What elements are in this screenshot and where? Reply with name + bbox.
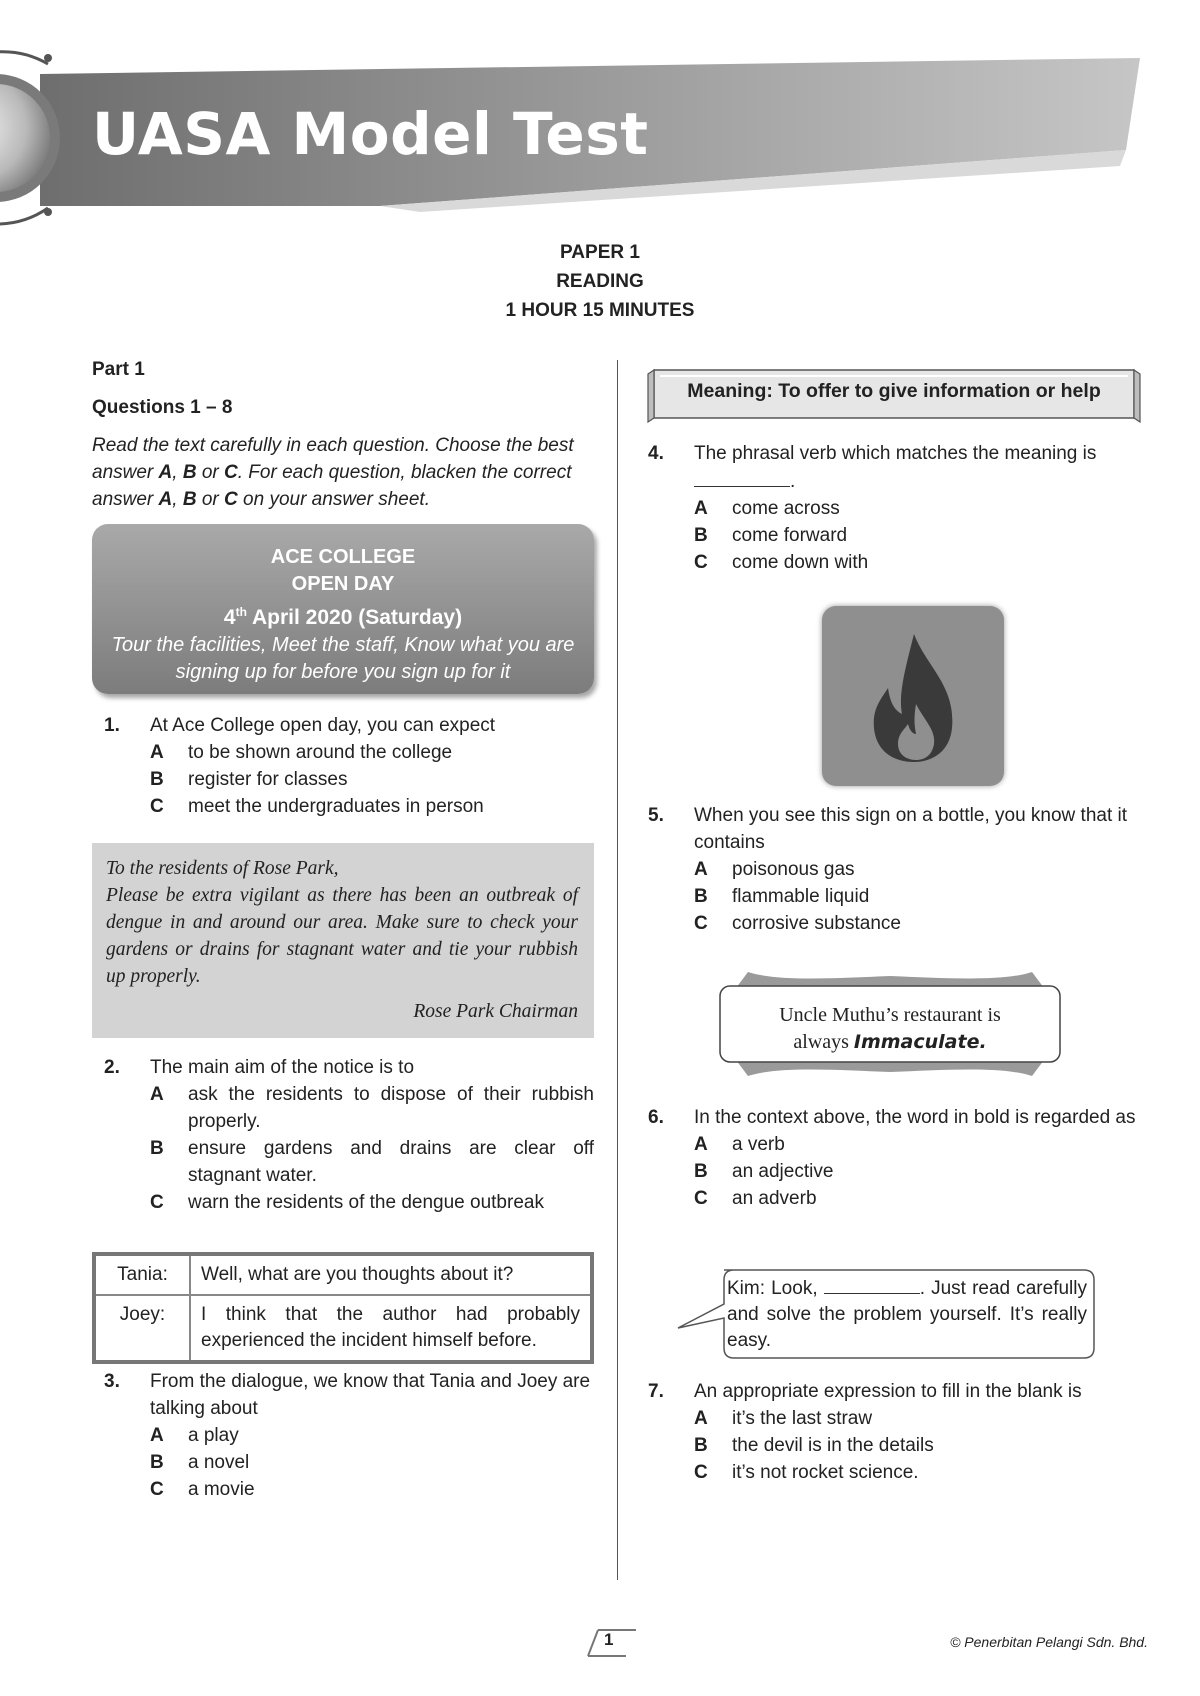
- question-number: 7.: [648, 1381, 664, 1402]
- dialogue-row: [94, 1254, 592, 1295]
- option-a[interactable]: A poisonous gas: [694, 859, 855, 880]
- instructions: Read the text carefully in each question. Choose the best answer A, B or C. For each question, blacken the correct answer A, B or C on your answer sheet.: [92, 435, 574, 510]
- question-7: [648, 1378, 1142, 1486]
- question-number: 1.: [104, 715, 120, 736]
- question-stem: From the dialogue, we know that Tania and Joey are talking about: [150, 1371, 591, 1419]
- option-a[interactable]: A it’s the last straw: [694, 1408, 873, 1429]
- option-b[interactable]: B the devil is in the details: [694, 1435, 934, 1456]
- page-number: 1: [604, 1630, 614, 1649]
- page-title: UASA Model Test: [92, 100, 649, 168]
- question-6: [648, 1104, 1142, 1212]
- part-label: Part 1: [92, 359, 145, 380]
- meaning-box: [646, 368, 1142, 420]
- paper-subject: READING: [556, 271, 644, 292]
- option-c[interactable]: C corrosive substance: [694, 913, 901, 934]
- question-stem: At Ace College open day, you can expect: [150, 715, 496, 736]
- column-divider: [617, 360, 618, 1580]
- dialogue-row: [94, 1295, 592, 1362]
- option-a[interactable]: A come across: [694, 498, 840, 519]
- card-date: 4th April 2020 (Saturday): [223, 605, 463, 629]
- option-c[interactable]: C it’s not rocket science.: [694, 1462, 919, 1483]
- notice-greeting: To the residents of Rose Park,: [106, 858, 339, 879]
- sign-text: Uncle Muthu’s restaurant is always Immaculate.: [779, 1004, 1001, 1053]
- option-a[interactable]: A a verb: [694, 1134, 785, 1155]
- option-c[interactable]: C warn the residents of the dengue outbreak: [150, 1192, 544, 1213]
- speech-bubble-text: Kim: Look, . Just read carefully and solve the problem yourself. It’s really easy.: [727, 1278, 1087, 1351]
- option-c[interactable]: C come down with: [694, 552, 869, 573]
- option-a[interactable]: A to be shown around the college: [150, 742, 453, 763]
- question-3: [104, 1368, 594, 1503]
- question-stem: The phrasal verb which matches the meaning is .: [694, 443, 1097, 492]
- header-banner: [0, 0, 1200, 240]
- question-number: 3.: [104, 1371, 120, 1392]
- dialogue-line: Well, what are you thoughts about it?: [190, 1254, 592, 1295]
- rose-park-notice: [92, 843, 594, 1038]
- option-c[interactable]: C an adverb: [694, 1188, 817, 1209]
- option-a[interactable]: A ask the residents to dispose of their rubbish properly.: [150, 1084, 594, 1132]
- card-event-name: OPEN DAY: [291, 573, 395, 595]
- answer-blank: [824, 1280, 920, 1294]
- notice-body: Please be extra vigilant as there has been an outbreak of dengue in and around our area. Make sure to check your gardens or drains for stagnant water and tie your rubbish up properly.: [106, 885, 578, 987]
- option-b[interactable]: B come forward: [694, 525, 848, 546]
- question-stem: In the context above, the word in bold is regarded as: [694, 1107, 1136, 1128]
- option-a[interactable]: A a play: [150, 1425, 239, 1446]
- questions-range: Questions 1 – 8: [92, 397, 233, 418]
- flame-icon: [822, 606, 1004, 786]
- option-c[interactable]: C meet the undergraduates in person: [150, 796, 484, 817]
- dialogue-speaker: Tania:: [94, 1254, 190, 1295]
- option-b[interactable]: B flammable liquid: [694, 886, 870, 907]
- option-b[interactable]: B ensure gardens and drains are clear off stagnant water.: [150, 1138, 594, 1186]
- question-4: [648, 440, 1142, 576]
- notice-signature: Rose Park Chairman: [413, 1001, 578, 1022]
- option-b[interactable]: B a novel: [150, 1452, 250, 1473]
- question-2: [104, 1054, 594, 1216]
- card-college-name: ACE COLLEGE: [270, 546, 416, 568]
- question-1: [104, 712, 594, 820]
- copyright: © Penerbitan Pelangi Sdn. Bhd.: [950, 1634, 1148, 1650]
- card-tagline: Tour the facilities, Meet the staff, Know what you are signing up for before you sign up for it: [111, 634, 575, 683]
- question-number: 2.: [104, 1057, 120, 1078]
- paper-number: PAPER 1: [560, 242, 640, 263]
- question-5: [648, 802, 1142, 937]
- option-b[interactable]: B register for classes: [150, 769, 348, 790]
- question-stem: An appropriate expression to fill in the blank is: [694, 1381, 1082, 1402]
- restaurant-sign: [718, 968, 1062, 1080]
- question-number: 6.: [648, 1107, 664, 1128]
- question-number: 4.: [648, 443, 664, 464]
- dialogue-table: [92, 1252, 594, 1364]
- dialogue-speaker: Joey:: [94, 1295, 190, 1362]
- question-stem: The main aim of the notice is to: [150, 1057, 415, 1078]
- question-number: 5.: [648, 805, 664, 826]
- paper-duration: 1 HOUR 15 MINUTES: [505, 300, 695, 321]
- question-stem: When you see this sign on a bottle, you know that it contains: [694, 805, 1128, 853]
- meaning-text: Meaning: To offer to give information or help: [687, 380, 1101, 402]
- flammable-sign: [822, 606, 1004, 786]
- dialogue-line: I think that the author had probably experienced the incident himself before.: [190, 1295, 592, 1362]
- ace-college-card: [92, 524, 594, 694]
- answer-blank: [694, 467, 790, 487]
- option-b[interactable]: B an adjective: [694, 1161, 834, 1182]
- option-c[interactable]: C a movie: [150, 1479, 255, 1500]
